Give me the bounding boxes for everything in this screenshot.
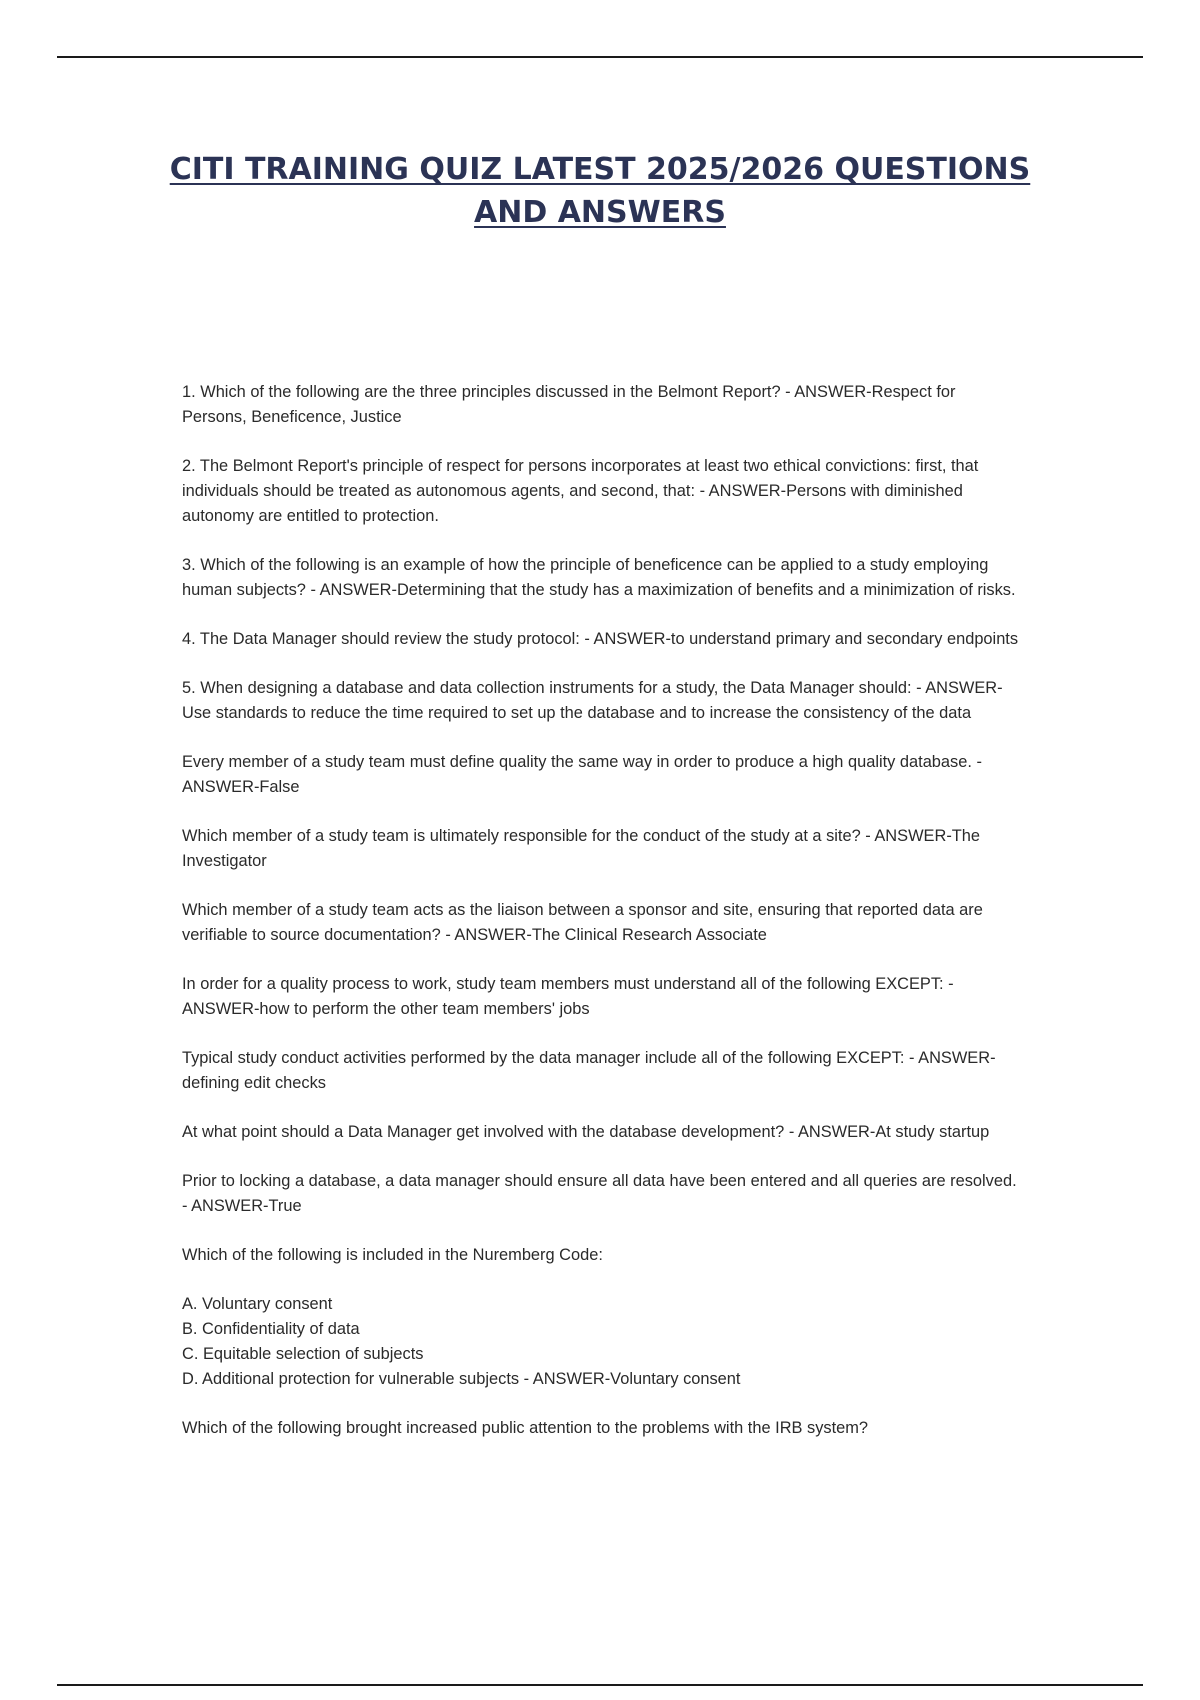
question-4: 4. The Data Manager should review the study protocol: - ANSWER-to understand primary and secondary endpoints (182, 630, 1019, 648)
option-b: B. Confidentiality of data (182, 1320, 360, 1338)
option-a: A. Voluntary consent (182, 1295, 333, 1313)
title-line-2: AND ANSWERS (474, 195, 726, 230)
question-2: 2. The Belmont Report's principle of respect for persons incorporates at least two ethical convictions: first, that individuals should be treated as autonomous agents, and second, that: - ANSWER-Persons with diminished autonomy are entitled to protection. (182, 457, 979, 525)
question-investigator: Which member of a study team is ultimately responsible for the conduct of the study at a site? - ANSWER-The Investigator (182, 827, 981, 870)
page-title (0, 148, 1200, 234)
question-5: 5. When designing a database and data collection instruments for a study, the Data Manager should: - ANSWER-Use standards to reduce the time required to set up the database and to increase the consistency of the data (182, 679, 1003, 722)
top-rule (57, 56, 1143, 58)
question-cra: Which member of a study team acts as the liaison between a sponsor and site, ensuring that reported data are verifiable to source documentation? - ANSWER-The Clinical Research Associate (182, 901, 983, 944)
question-quality-process: In order for a quality process to work, study team members must understand all of the following EXCEPT: - ANSWER-how to perform the other team members' jobs (182, 975, 954, 1018)
question-nuremberg: Which of the following is included in the Nuremberg Code: (182, 1246, 603, 1264)
question-study-conduct: Typical study conduct activities performed by the data manager include all of the following EXCEPT: - ANSWER-defining edit checks (182, 1049, 996, 1092)
option-c: C. Equitable selection of subjects (182, 1345, 424, 1363)
question-1: 1. Which of the following are the three principles discussed in the Belmont Report? - ANSWER-Respect for Persons, Beneficence, Justice (182, 383, 956, 426)
title-line-1: CITI TRAINING QUIZ LATEST 2025/2026 QUESTIONS (169, 152, 1031, 187)
bottom-rule (57, 1684, 1143, 1686)
question-irb: Which of the following brought increased public attention to the problems with the IRB system? (182, 1419, 869, 1437)
nuremberg-options (182, 1292, 1022, 1392)
option-d: D. Additional protection for vulnerable subjects - ANSWER-Voluntary consent (182, 1370, 741, 1388)
question-3: 3. Which of the following is an example of how the principle of beneficence can be applied to a study employing human subjects? - ANSWER-Determining that the study has a maximization of benefits and a minimization of risks. (182, 556, 1016, 599)
question-quality: Every member of a study team must define quality the same way in order to produce a high quality database. - ANSWER-False (182, 753, 982, 796)
question-database-development: At what point should a Data Manager get involved with the database development? - ANSWER-At study startup (182, 1123, 990, 1141)
question-database-lock: Prior to locking a database, a data manager should ensure all data have been entered and all queries are resolved. - ANSWER-True (182, 1172, 1017, 1215)
document-body (182, 380, 1022, 1465)
